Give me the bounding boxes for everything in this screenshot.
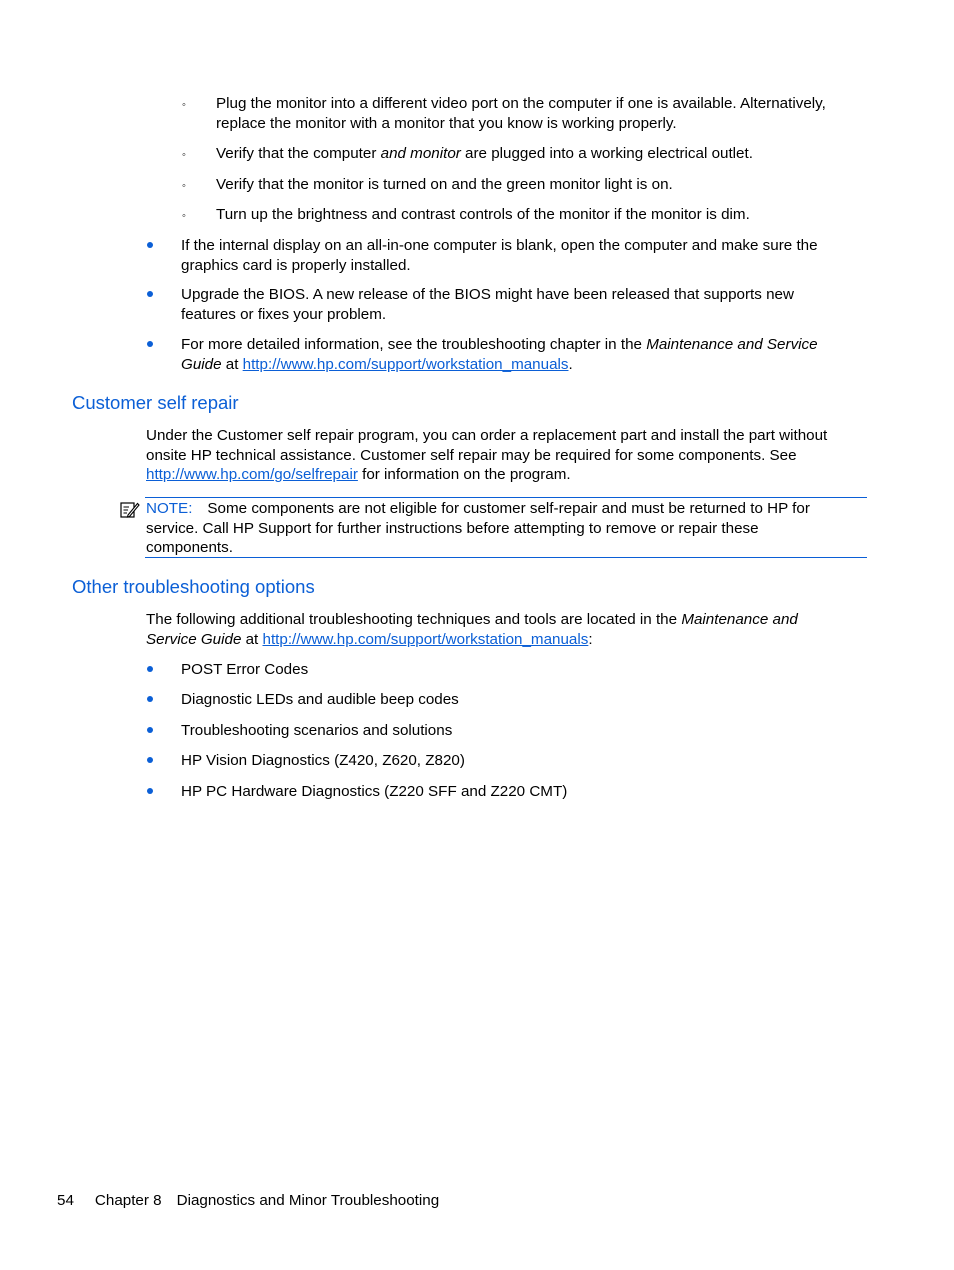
- bullet-dot: [147, 696, 153, 702]
- emphasis: and monitor: [380, 145, 461, 162]
- list-item: POST Error Codes: [181, 661, 309, 678]
- text-line: Upgrade the BIOS. A new release of the BIOS might have been released that supports new: [181, 286, 794, 303]
- list-item: Diagnostic LEDs and audible beep codes: [181, 691, 459, 708]
- text-run: at: [241, 630, 263, 648]
- text-run: .: [568, 355, 573, 373]
- bullet-text: [181, 335, 818, 374]
- text-line: onsite HP technical assistance. Customer self repair may be required for some components. See: [146, 446, 797, 464]
- text-line: If the internal display on an all-in-one computer is blank, open the computer and make sure the: [181, 237, 818, 254]
- bullet-dot: [147, 341, 153, 347]
- text-run: at: [221, 355, 243, 373]
- sub-bullet-marker: ◦: [182, 99, 186, 111]
- selfrepair-link[interactable]: http://www.hp.com/go/selfrepair: [146, 466, 358, 483]
- text-run: Some components are not eligible for customer self-repair and must be returned to HP for: [207, 500, 810, 517]
- text-line: graphics card is properly installed.: [181, 256, 411, 274]
- bullet-dot: [147, 788, 153, 794]
- emphasis: Service Guide: [146, 630, 242, 648]
- emphasis: Maintenance and: [681, 611, 798, 628]
- list-item: HP Vision Diagnostics (Z420, Z620, Z820): [181, 752, 465, 769]
- text-line: replace the monitor with a monitor that you know is working properly.: [216, 114, 677, 132]
- text-run: for information on the program.: [357, 466, 571, 483]
- customer-paragraph: [146, 426, 827, 485]
- bullet-dot: [147, 757, 153, 763]
- sub-bullet-text: Verify that the monitor is turned on and the green monitor light is on.: [216, 176, 673, 193]
- other-paragraph: [146, 610, 798, 649]
- sub-bullet-text: Turn up the brightness and contrast controls of the monitor if the monitor is dim.: [216, 206, 750, 223]
- section-heading-other-troubleshooting: Other troubleshooting options: [72, 576, 315, 597]
- sub-bullet-text: [216, 144, 753, 164]
- note-body: [146, 499, 810, 558]
- text-line: Under the Customer self repair program, you can order a replacement part and install the part without: [146, 427, 828, 444]
- bullet-dot: [147, 727, 153, 733]
- bullet-text: [181, 285, 794, 324]
- note-pencil-icon: [120, 501, 140, 519]
- text-run: The following additional troubleshooting techniques and tools are located in the: [146, 611, 682, 628]
- workstation-manuals-link[interactable]: http://www.hp.com/support/workstation_manuals: [242, 355, 569, 373]
- workstation-manuals-link[interactable]: http://www.hp.com/support/workstation_manuals: [262, 630, 589, 648]
- text-run: For more detailed information, see the troubleshooting chapter in the: [181, 336, 647, 353]
- note-bottom-rule: [145, 557, 867, 558]
- text-run: :: [588, 630, 593, 648]
- bullet-dot: [147, 291, 153, 297]
- chapter-label: Chapter 8: [94, 1192, 162, 1209]
- text-line: Plug the monitor into a different video port on the computer if one is available. Alternatively,: [216, 95, 826, 112]
- sub-bullet-marker: ◦: [182, 149, 186, 161]
- page-number: 54: [57, 1192, 74, 1209]
- note-label: NOTE:: [146, 500, 193, 517]
- emphasis: Maintenance and Service: [646, 336, 818, 353]
- text-line: features or fixes your problem.: [181, 305, 387, 323]
- bullet-dot: [147, 242, 153, 248]
- bullet-dot: [147, 666, 153, 672]
- list-item: Troubleshooting scenarios and solutions: [181, 722, 453, 739]
- text-run: are plugged into a working electrical outlet.: [460, 145, 753, 162]
- bullet-text: [181, 236, 818, 275]
- note-top-rule: [145, 497, 867, 498]
- sub-bullet-marker: ◦: [182, 180, 186, 192]
- text-run: Verify that the computer: [216, 145, 381, 162]
- text-line: service. Call HP Support for further instructions before attempting to remove or repair these: [146, 519, 759, 537]
- page-footer: [57, 1191, 439, 1211]
- emphasis: Guide: [181, 355, 222, 373]
- section-heading-customer-self-repair: Customer self repair: [72, 392, 239, 413]
- chapter-title: Diagnostics and Minor Troubleshooting: [176, 1192, 440, 1209]
- sub-bullet-text: [216, 94, 826, 133]
- sub-bullet-marker: ◦: [182, 210, 186, 222]
- list-item: HP PC Hardware Diagnostics (Z220 SFF and Z220 CMT): [181, 783, 568, 800]
- text-line: components.: [146, 539, 233, 556]
